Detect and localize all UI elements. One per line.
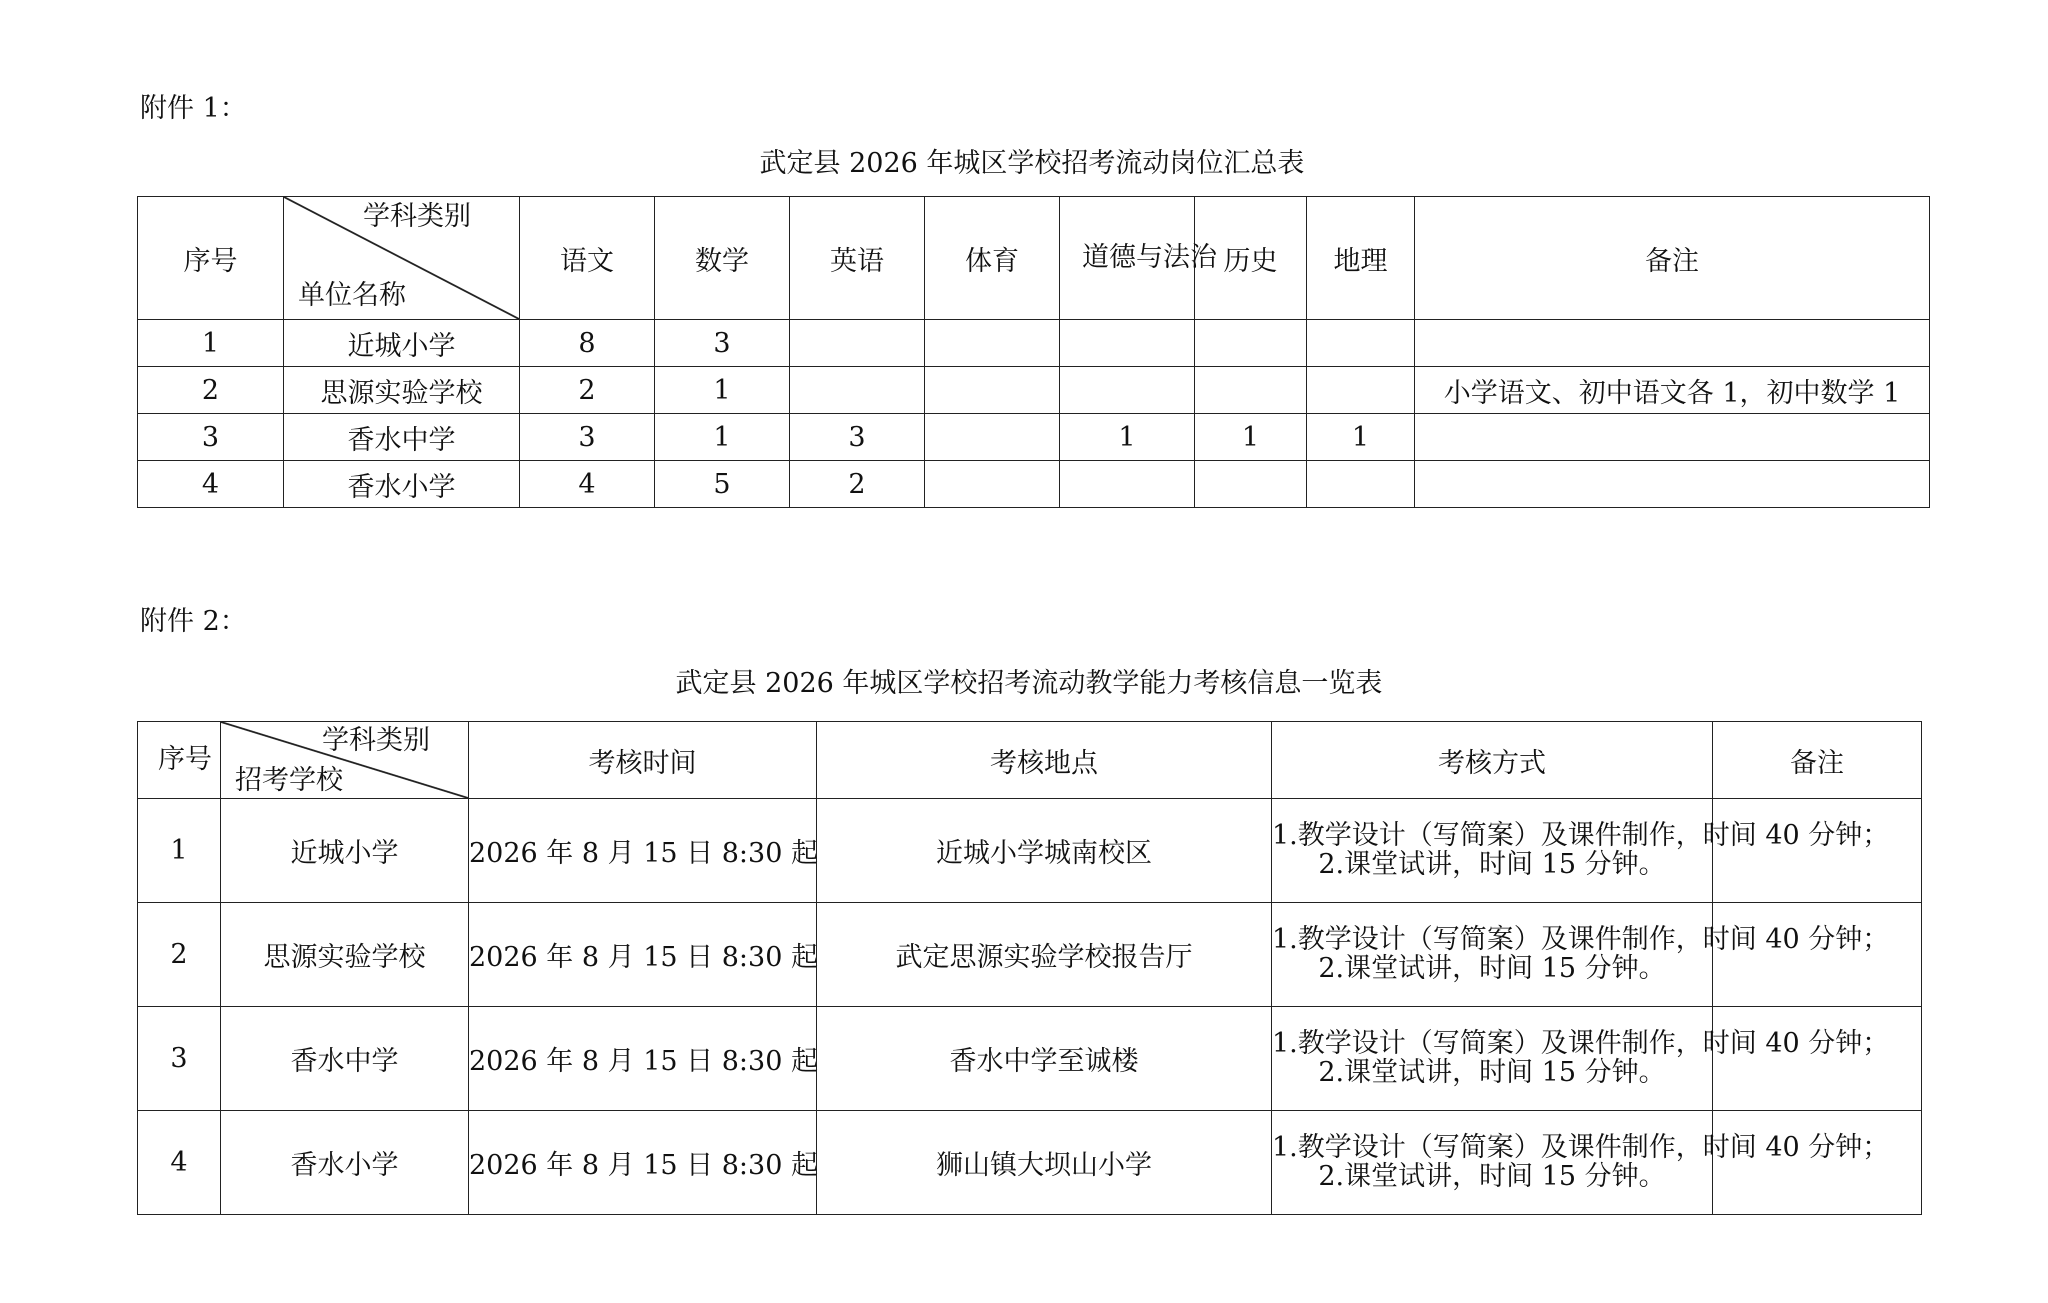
cell-school: 香水中学 — [221, 1007, 469, 1111]
cell-pe — [925, 461, 1060, 508]
header-diagonal-cell — [221, 722, 469, 799]
cell-method — [1272, 1111, 1890, 1215]
header-location: 考核地点 — [817, 722, 1272, 799]
cell-english — [790, 320, 925, 367]
cell-unit: 思源实验学校 — [284, 367, 520, 414]
cell-morality — [1060, 461, 1195, 508]
cell-remark — [1415, 414, 1930, 461]
header-chinese: 语文 — [520, 197, 655, 320]
cell-seq: 2 — [138, 903, 221, 1007]
header-subject-category: 学科类别 — [363, 201, 471, 232]
cell-seq: 4 — [138, 1111, 221, 1215]
cell-time: 2026 年 8 月 15 日 8:30 起 — [469, 799, 817, 903]
cell-remark — [1415, 461, 1930, 508]
header-recruiting-school: 招考学校 — [235, 765, 343, 796]
method-step-2: 2.课堂试讲，时间 15 分钟。 — [1318, 1160, 1666, 1192]
cell-geography: 1 — [1307, 414, 1415, 461]
cell-history — [1195, 461, 1307, 508]
header-remark: 备注 — [1415, 197, 1930, 320]
cell-geography — [1307, 461, 1415, 508]
header-pe: 体育 — [925, 197, 1060, 320]
cell-school: 思源实验学校 — [221, 903, 469, 1007]
method-step-1: 1.教学设计（写简案）及课件制作，时间 40 分钟； — [1272, 1028, 1890, 1060]
table-row — [138, 414, 1930, 461]
cell-chinese: 2 — [520, 367, 655, 414]
header-history: 历史 — [1195, 197, 1307, 320]
header-subject-category: 学科类别 — [322, 725, 430, 756]
header-morality: 道德与法治 — [1060, 197, 1195, 320]
cell-seq: 2 — [138, 367, 284, 414]
cell-math: 5 — [655, 461, 790, 508]
method-step-2: 2.课堂试讲，时间 15 分钟。 — [1318, 952, 1666, 984]
cell-method — [1272, 1007, 1890, 1111]
cell-history — [1195, 367, 1307, 414]
header-math: 数学 — [655, 197, 790, 320]
header-time: 考核时间 — [469, 722, 817, 799]
cell-unit: 香水小学 — [284, 461, 520, 508]
method-step-1: 1.教学设计（写简案）及课件制作，时间 40 分钟； — [1272, 924, 1890, 956]
cell-location: 香水中学至诚楼 — [817, 1007, 1272, 1111]
cell-chinese: 8 — [520, 320, 655, 367]
cell-math: 1 — [655, 414, 790, 461]
method-step-2: 2.课堂试讲，时间 15 分钟。 — [1318, 1056, 1666, 1088]
cell-seq: 1 — [138, 799, 221, 903]
cell-method — [1272, 799, 1890, 903]
cell-seq: 4 — [138, 461, 284, 508]
cell-remark — [1415, 320, 1930, 367]
header-seq: 序号 — [138, 722, 221, 799]
cell-english: 3 — [790, 414, 925, 461]
cell-school: 近城小学 — [221, 799, 469, 903]
cell-school: 香水小学 — [221, 1111, 469, 1215]
cell-morality: 1 — [1060, 414, 1195, 461]
attachment-2-title: 武定县 2026 年城区学校招考流动教学能力考核信息一览表 — [675, 668, 1383, 699]
cell-math: 1 — [655, 367, 790, 414]
cell-pe — [925, 367, 1060, 414]
cell-pe — [925, 320, 1060, 367]
cell-geography — [1307, 367, 1415, 414]
cell-morality — [1060, 320, 1195, 367]
cell-time: 2026 年 8 月 15 日 8:30 起 — [469, 1111, 817, 1215]
assessment-info-table — [137, 721, 1922, 1215]
cell-chinese: 3 — [520, 414, 655, 461]
table-row — [138, 1007, 1922, 1111]
table-row — [138, 1111, 1922, 1215]
header-diagonal-cell — [284, 197, 520, 320]
table-row — [138, 320, 1930, 367]
attachment-1-label: 附件 1： — [140, 93, 247, 124]
cell-unit: 香水中学 — [284, 414, 520, 461]
cell-location: 近城小学城南校区 — [817, 799, 1272, 903]
post-summary-table — [137, 196, 1930, 508]
attachment-2-label: 附件 2： — [140, 606, 247, 637]
cell-time: 2026 年 8 月 15 日 8:30 起 — [469, 903, 817, 1007]
cell-math: 3 — [655, 320, 790, 367]
header-method: 考核方式 — [1272, 722, 1713, 799]
header-english: 英语 — [790, 197, 925, 320]
cell-time: 2026 年 8 月 15 日 8:30 起 — [469, 1007, 817, 1111]
header-seq: 序号 — [138, 197, 284, 320]
header-remark: 备注 — [1713, 722, 1922, 799]
cell-unit: 近城小学 — [284, 320, 520, 367]
cell-morality — [1060, 367, 1195, 414]
cell-remark: 小学语文、初中语文各 1，初中数学 1 — [1415, 367, 1930, 414]
cell-english: 2 — [790, 461, 925, 508]
table-row — [138, 367, 1930, 414]
cell-history: 1 — [1195, 414, 1307, 461]
cell-seq: 3 — [138, 414, 284, 461]
table-row — [138, 903, 1922, 1007]
cell-geography — [1307, 320, 1415, 367]
attachment-1-title: 武定县 2026 年城区学校招考流动岗位汇总表 — [759, 148, 1305, 179]
table-row — [138, 799, 1922, 903]
header-geography: 地理 — [1307, 197, 1415, 320]
header-unit-name: 单位名称 — [298, 280, 406, 311]
method-step-1: 1.教学设计（写简案）及课件制作，时间 40 分钟； — [1272, 1132, 1890, 1164]
cell-location: 狮山镇大坝山小学 — [817, 1111, 1272, 1215]
cell-seq: 3 — [138, 1007, 221, 1111]
table-header-row — [138, 197, 1930, 320]
cell-seq: 1 — [138, 320, 284, 367]
cell-pe — [925, 414, 1060, 461]
method-step-2: 2.课堂试讲，时间 15 分钟。 — [1318, 848, 1666, 880]
cell-method — [1272, 903, 1890, 1007]
method-step-1: 1.教学设计（写简案）及课件制作，时间 40 分钟； — [1272, 820, 1890, 852]
table-row — [138, 461, 1930, 508]
cell-english — [790, 367, 925, 414]
table-header-row — [138, 722, 1922, 799]
cell-chinese: 4 — [520, 461, 655, 508]
cell-location: 武定思源实验学校报告厅 — [817, 903, 1272, 1007]
cell-history — [1195, 320, 1307, 367]
